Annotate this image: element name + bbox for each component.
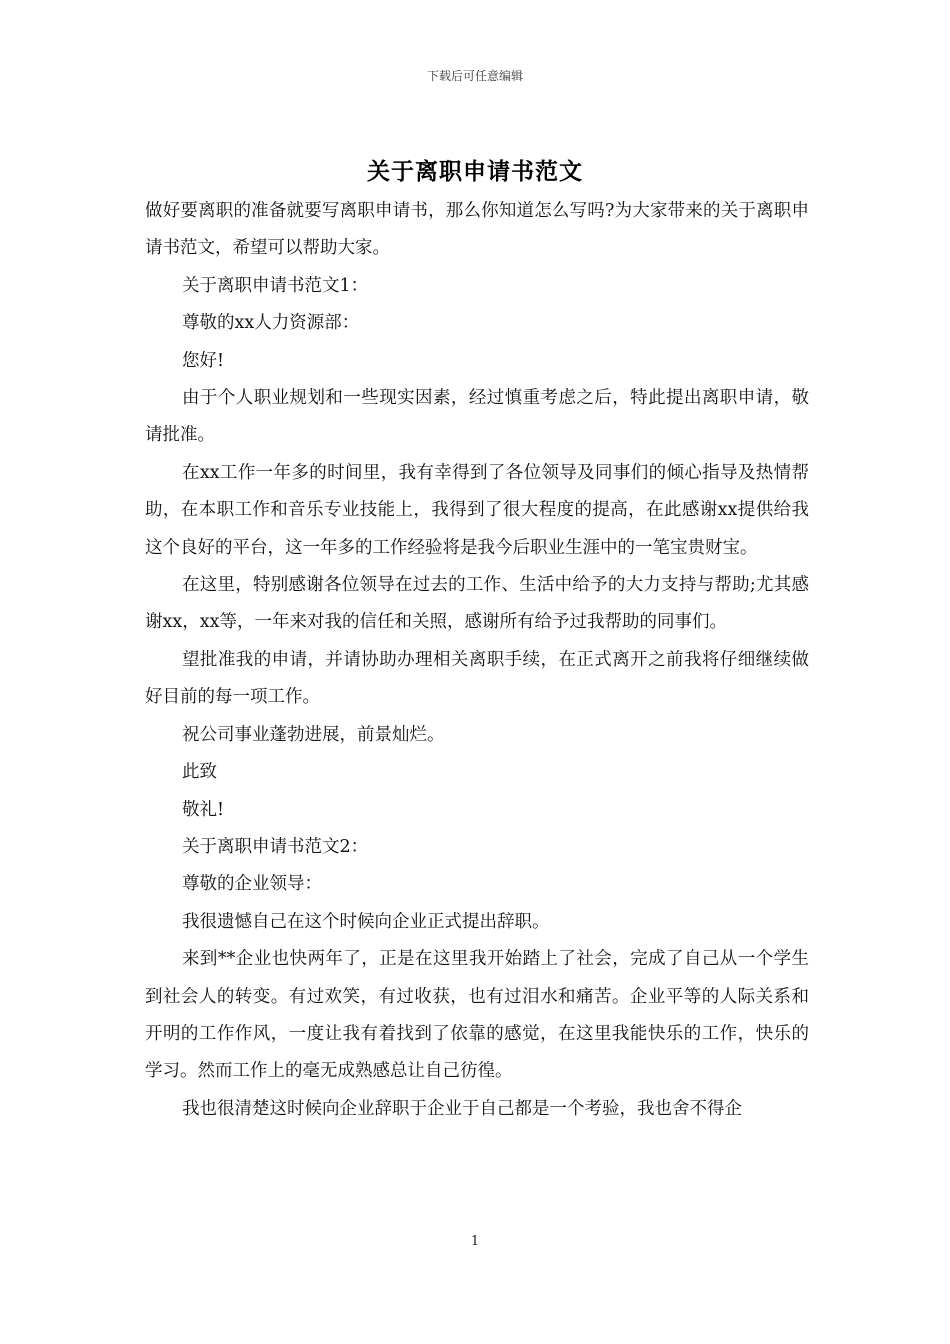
section-heading-1: 关于离职申请书范文1：	[182, 275, 369, 296]
closing-line: 敬礼!	[182, 799, 225, 820]
section-heading-2: 关于离职申请书范文2：	[182, 836, 369, 857]
document-title: 关于离职申请书范文	[367, 158, 583, 185]
salutation: 尊敬的企业领导：	[182, 874, 322, 895]
page-header: 下载后可任意编辑	[426, 69, 523, 83]
body-paragraph: 在xx工作一年多的时间里，我有幸得到了各位领导及同事们的倾心指导及热情帮助，在本职工作和音乐专业技能上，我得到了很大程度的提高，在此感谢xx提供给我这个良好的平台，这一年多的工作经验将是我今后职业生涯中的一笔宝贵财宝。	[145, 462, 809, 558]
body-paragraph: 由于个人职业规划和一些现实因素，经过慎重考虑之后，特此提出离职申请，敬请批准。	[145, 388, 809, 446]
body-paragraph: 来到**企业也快两年了，正是在这里我开始踏上了社会，完成了自己从一个学生到社会人的转变。有过欢笑，有过收获，也有过泪水和痛苦。企业平等的人际关系和开明的工作作风，一度让我有着找到了依靠的感觉，在这里我能快乐的工作，快乐的学习。然而工作上的毫无成熟感总让自己彷徨。	[145, 949, 809, 1082]
salutation: 尊敬的xx人力资源部：	[182, 313, 360, 334]
document-body	[145, 193, 809, 1128]
intro-paragraph: 做好要离职的准备就要写离职申请书，那么你知道怎么写吗?为大家带来的关于离职申请书范文，希望可以帮助大家。	[145, 201, 809, 259]
body-paragraph: 在这里，特别感谢各位领导在过去的工作、生活中给予的大力支持与帮助;尤其感谢xx，xx等，一年来对我的信任和关照，感谢所有给予过我帮助的同事们。	[145, 575, 809, 633]
body-paragraph: 祝公司事业蓬勃进展，前景灿烂。	[182, 724, 445, 745]
closing-line: 此致	[182, 762, 217, 783]
body-paragraph: 望批准我的申请，并请协助办理相关离职手续，在正式离开之前我将仔细继续做好目前的每一项工作。	[145, 649, 809, 708]
page-number: 1	[470, 1234, 480, 1249]
greeting: 您好!	[182, 350, 225, 371]
body-paragraph: 我也很清楚这时候向企业辞职于企业于自己都是一个考验，我也舍不得企	[182, 1098, 742, 1119]
body-paragraph: 我很遗憾自己在这个时候向企业正式提出辞职。	[182, 911, 550, 932]
